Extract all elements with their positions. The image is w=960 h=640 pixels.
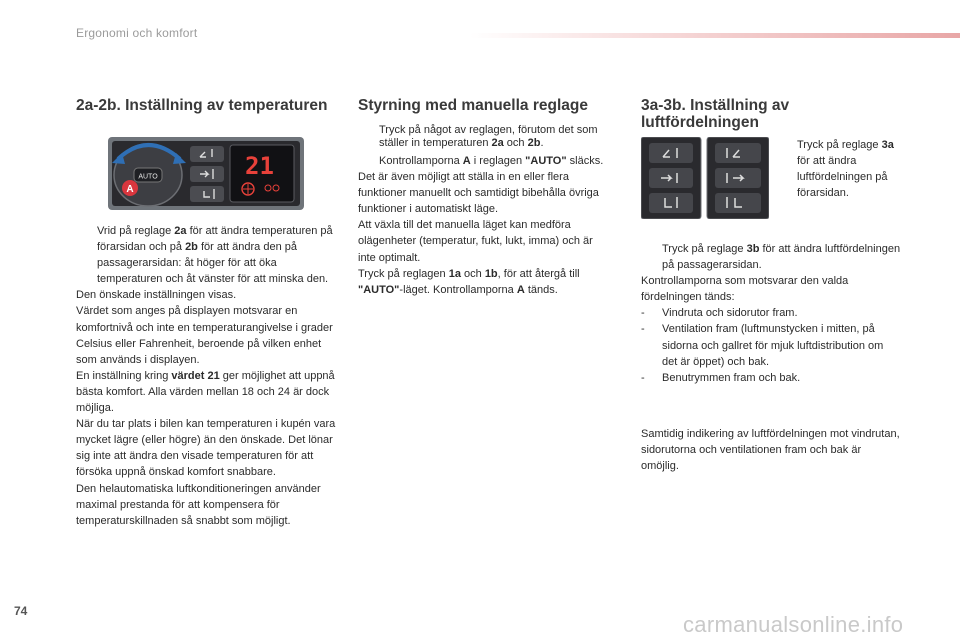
section-air-distribution	[641, 97, 891, 131]
paragraph-value-21: En inställning kring värdet 21 ger möjlighet att uppnå bästa komfort. Alla värden mellan 18 och 24 är dock möjliga.	[76, 369, 335, 415]
distribution-button-3b-bottom	[715, 193, 761, 213]
paragraph-return-auto: Tryck på reglagen 1a och 1b, för att återgå till "AUTO"-läget. Kontrollamporna A tänds.	[358, 267, 580, 296]
section-temperature	[76, 97, 338, 114]
section-title-distribution: 3a-3b. Inställning av luftfördelningen	[641, 97, 790, 131]
section-title-temperature: 2a-2b. Inställning av temperaturen	[76, 97, 328, 114]
temperature-control-panel-illustration	[108, 137, 304, 210]
watermark: carmanualsonline.info	[683, 612, 904, 637]
paragraph-shown: Den önskade inställningen visas.	[76, 289, 237, 302]
distribution-button-bottom	[190, 186, 224, 202]
distribution-button-3b-top	[715, 143, 761, 163]
paragraph-manual-functions: Det är även möjligt att ställa in en eller flera funktioner manuellt och samtidigt bibehålla övriga funktioner i automatiskt läge.	[358, 171, 599, 216]
simultaneous-note	[641, 426, 901, 474]
page-number: 74	[14, 604, 28, 618]
instruction-bullet-2a-2b: Vrid på reglage 2a för att ändra temperaturen på förarsidan och på 2b för att ändra den på passagerarsidan: åt höger för att öka temperaturen och åt vänster för att minska den.	[97, 225, 333, 286]
temperature-display-value: 21	[245, 152, 274, 180]
distribution-button-3a-top	[649, 143, 693, 163]
instruction-bullet-3a: Tryck på reglage 3a för att ändra luftfördelningen på förarsidan.	[797, 139, 894, 200]
header-gradient-bar	[470, 33, 960, 38]
section-manual-controls	[358, 97, 613, 298]
paragraph-entering-car: När du tar plats i bilen kan temperaturen i kupén vara mycket lägre (eller högre) än den önskade. Det lönar sig inte att ändra den visade temperaturen för att försöka uppnå önskad komfort snabbare.	[76, 418, 336, 479]
distribution-button-top	[190, 146, 224, 162]
paragraph-auto-ac: Den helautomatiska luftkonditioneringen använder maximal prestanda för att kompensera för temperaturskillnaden så snabbt som möjligt.	[76, 482, 321, 527]
chapter-title: Ergonomi och komfort	[76, 26, 198, 40]
list-item: - Benutrymmen fram och bak.	[641, 371, 801, 384]
list-item: - Ventilation fram (luftmunstycken i mitten, på sidorna och gallret för mjuk luftdistribution om det är öppet) och bak.	[641, 323, 884, 368]
paragraph-simultaneous: Samtidig indikering av luftfördelningen mot vindrutan, sidorutorna och ventilationen fram och bak är omöjlig.	[641, 428, 900, 473]
distribution-text	[641, 241, 901, 386]
temperature-text	[76, 223, 338, 529]
instruction-bullet-3b: Tryck på reglage 3b för att ändra luftfördelningen på passagerarsidan.	[662, 243, 901, 272]
paragraph-lamps-off: Kontrollamporna A i reglagen "AUTO" släcks.	[379, 155, 604, 167]
section-title-manual: Styrning med manuella reglage	[358, 97, 588, 114]
paragraph-display-value: Värdet som anges på displayen motsvarar en komfortnivå och inte en temperaturangivelse i grader Celsius eller Fahrenheit, beroende på vilken enhet som används i displayen.	[76, 305, 333, 366]
auto-button-label: AUTO	[138, 173, 158, 181]
paragraph-lamps-distribution: Kontrollamporna som motsvarar den valda fördelningen tänds:	[641, 275, 849, 304]
instruction-bullet-manual: Tryck på något av reglagen, förutom det som ställer in temperaturen 2a och 2b.	[379, 124, 598, 149]
callout-a-label: A	[126, 184, 134, 195]
bullet-3a-container	[776, 137, 906, 201]
distribution-button-3a-bottom	[649, 193, 693, 213]
paragraph-manual-drawbacks: Att växla till det manuella läget kan medföra olägenheter (temperatur, fukt, lukt, imma) och är inte optimalt.	[358, 219, 593, 264]
list-item: - Vindruta och sidorutor fram.	[641, 307, 798, 320]
air-distribution-panel-illustration	[641, 137, 769, 219]
